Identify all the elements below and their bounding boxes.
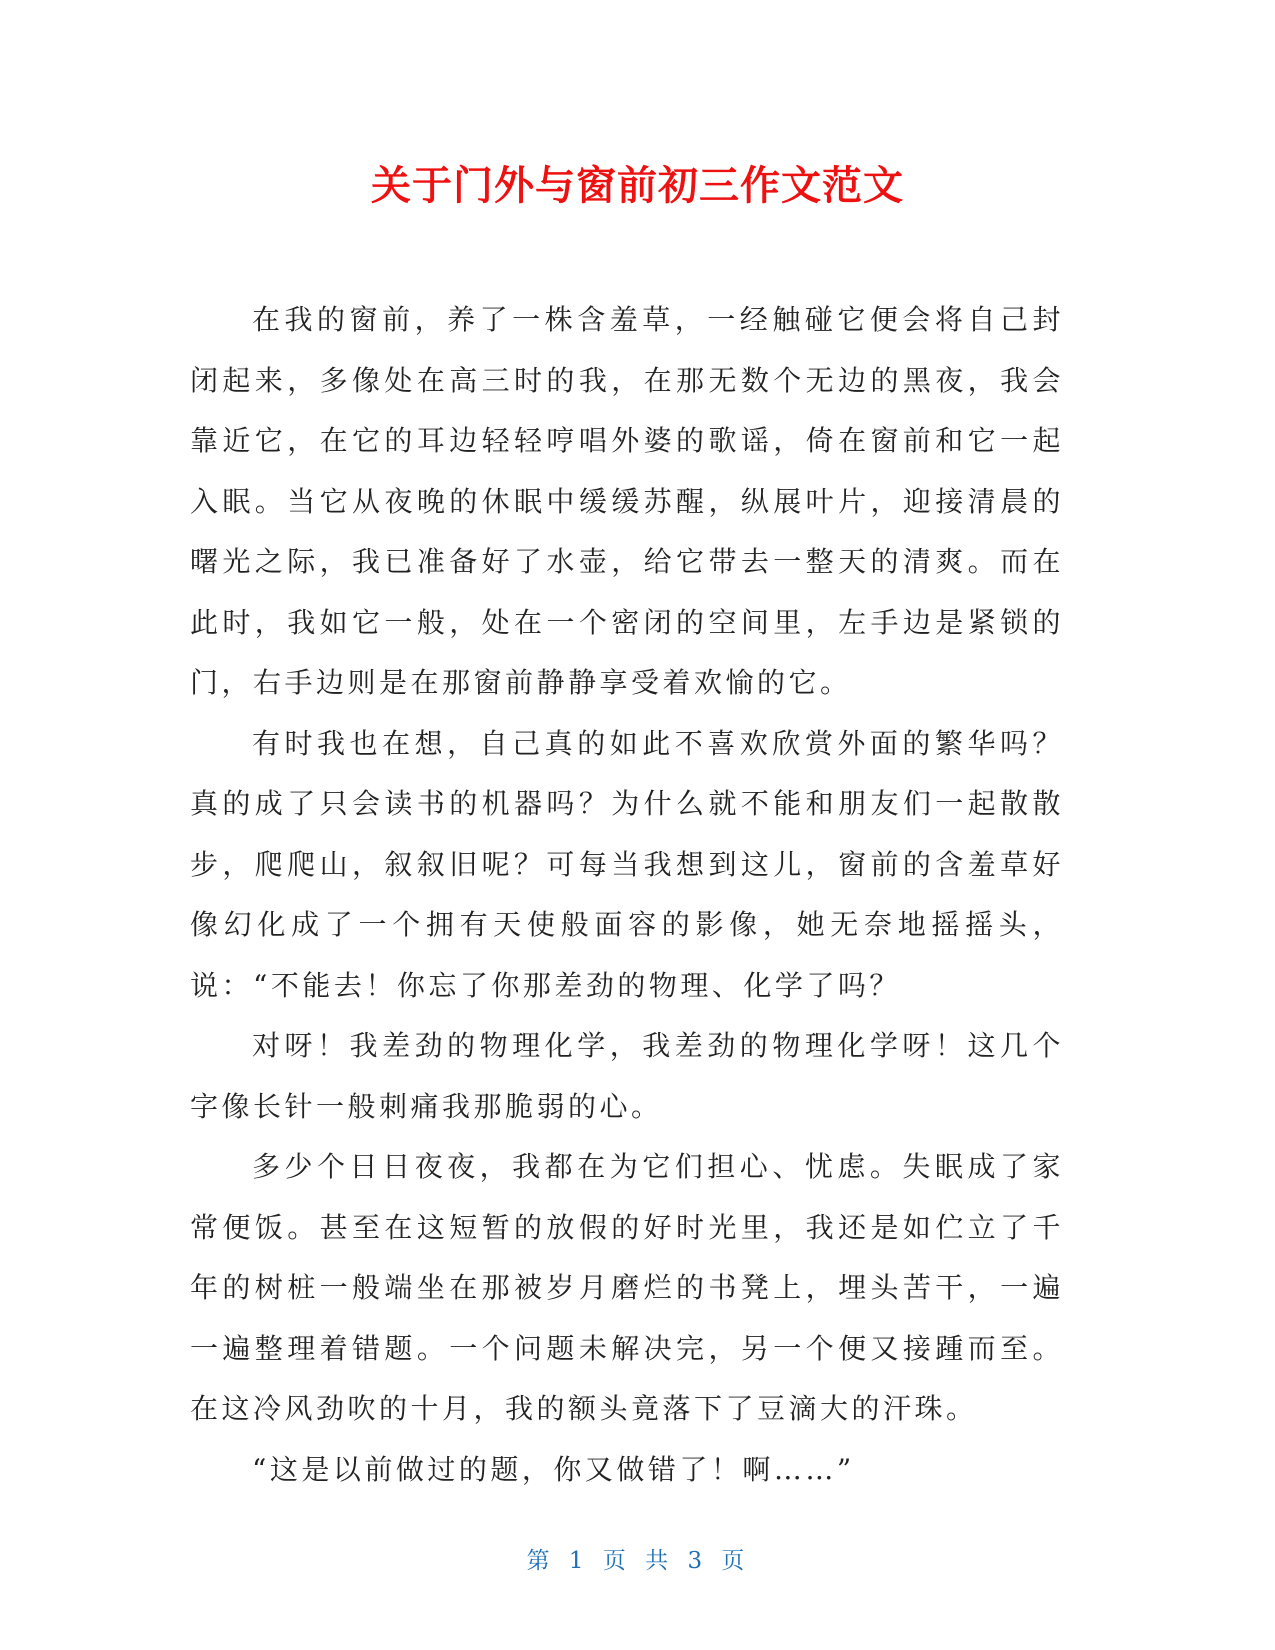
paragraph: 多少个日日夜夜，我都在为它们担心、忧虑。失眠成了家常便饭。甚至在这短暂的放假的好时光里，我还是如伫立了千年的树桩一般端坐在那被岁月磨烂的书凳上，埋头苦干，一遍一遍整理着错题。一个问题未解决完，另一个便又接踵而至。在这冷风劲吹的十月，我的额头竟落下了豆滴大的汗珠。 — [190, 1150, 1064, 1425]
document-body — [190, 290, 1064, 1500]
paragraph: 对呀！我差劲的物理化学，我差劲的物理化学呀！这几个字像长针一般刺痛我那脆弱的心。 — [190, 1029, 1064, 1123]
page-number-footer: 第 1 页 共 3 页 — [526, 1548, 749, 1574]
document-title: 关于门外与窗前初三作文范文 — [371, 163, 904, 209]
paragraph: 有时我也在想，自己真的如此不喜欢欣赏外面的繁华吗？真的成了只会读书的机器吗？为什么就不能和朋友们一起散散步，爬爬山，叙叙旧呢？可每当我想到这儿，窗前的含羞草好像幻化成了一个拥有天使般面容的影像，她无奈地摇摇头，说：“不能去！你忘了你那差劲的物理、化学了吗？ — [190, 726, 1064, 1002]
paragraph: “这是以前做过的题，你又做错了！啊……” — [252, 1452, 855, 1486]
paragraph: 在我的窗前，养了一株含羞草，一经触碰它便会将自己封闭起来，多像处在高三时的我，在那无数个无边的黑夜，我会靠近它，在它的耳边轻轻哼唱外婆的歌谣，倚在窗前和它一起入眠。当它从夜晚的休眠中缓缓苏醒，纵展叶片，迎接清晨的曙光之际，我已准备好了水壶，给它带去一整天的清爽。而在此时，我如它一般，处在一个密闭的空间里，左手边是紧锁的门，右手边则是在那窗前静静享受着欢愉的它。 — [190, 303, 1064, 699]
